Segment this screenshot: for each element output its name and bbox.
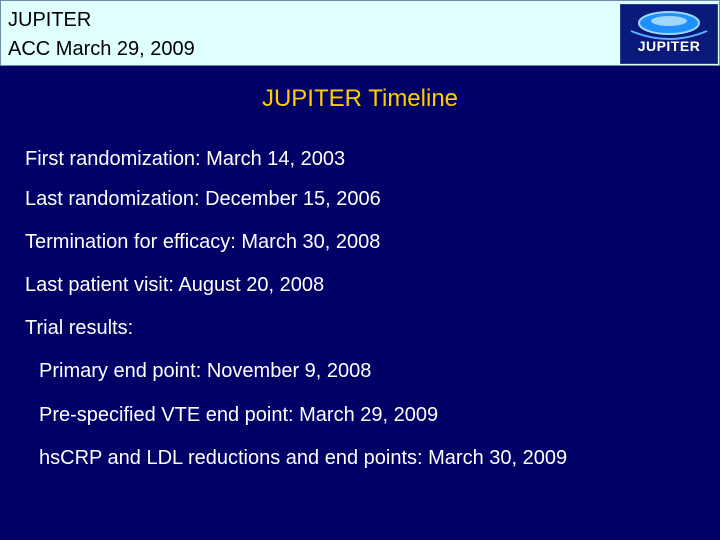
logo-text: JUPITER xyxy=(637,38,701,54)
timeline-item-trial-results: Trial results: xyxy=(25,317,134,339)
subitem-vte-end-point: Pre-specified VTE end point: March 29, 2009 xyxy=(39,404,439,426)
jupiter-logo xyxy=(620,4,718,64)
timeline-item-last-randomization: Last randomization: December 15, 2006 xyxy=(25,188,381,210)
subitem-hscrp-ldl: hsCRP and LDL reductions and end points: March 30, 2009 xyxy=(39,447,568,469)
timeline-item-first-randomization: First randomization: March 14, 2003 xyxy=(25,148,346,170)
timeline-item-termination: Termination for efficacy: March 30, 2008 xyxy=(25,231,381,253)
header-bar xyxy=(0,0,720,66)
jupiter-logo-icon xyxy=(621,5,717,63)
slide-title: JUPITER Timeline xyxy=(261,85,459,112)
header-line-2: ACC March 29, 2009 xyxy=(8,38,195,60)
header-line-1: JUPITER xyxy=(8,9,92,31)
timeline-item-last-visit: Last patient visit: August 20, 2008 xyxy=(25,274,325,296)
subitem-primary-end-point: Primary end point: November 9, 2008 xyxy=(39,360,372,382)
